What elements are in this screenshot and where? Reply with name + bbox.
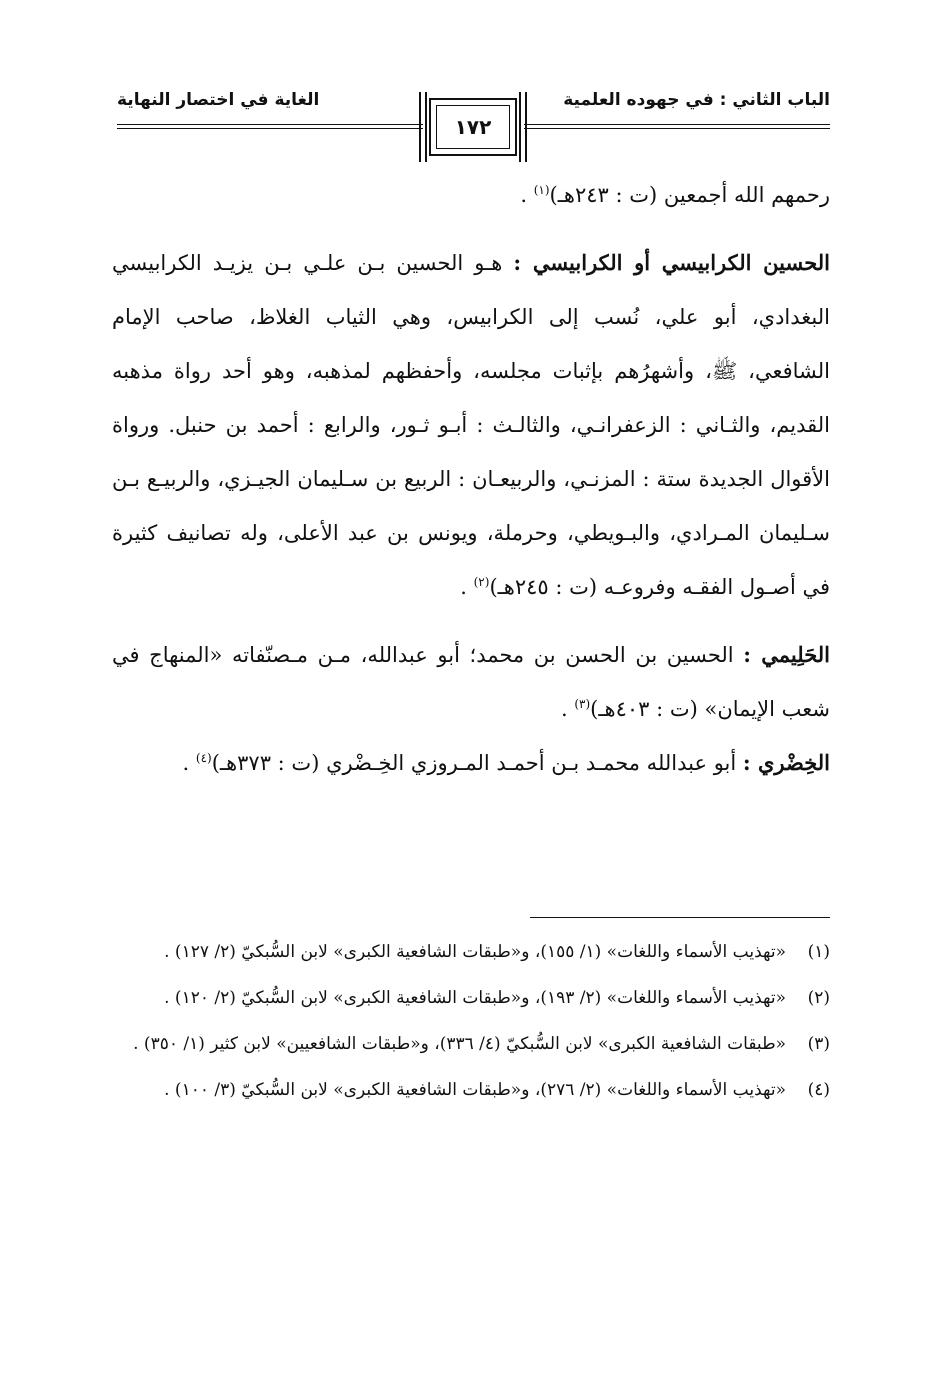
footnote-text: «تهذيب الأسماء واللغات» (١/ ١٥٥)، و«طبقات الشافعية الكبرى» لابن السُّبكيّ (٢/ ١٢٧) .: [164, 942, 786, 962]
entry-end-halimi: .: [560, 697, 575, 721]
footnote-item: [112, 978, 830, 1018]
page-number: ١٧٢: [436, 105, 510, 149]
footnote-item: [112, 932, 830, 972]
header-rule-right: [524, 124, 830, 129]
paragraph-0: [112, 168, 830, 222]
footnote-text: «تهذيب الأسماء واللغات» (٢/ ٢٧٦)، و«طبقات الشافعية الكبرى» لابن السُّبكيّ (٣/ ١٠٠) .: [164, 1080, 786, 1100]
footnote-text: «طبقات الشافعية الكبرى» لابن السُّبكيّ (٤/ ٣٣٦)، و«طبقات الشافعيين» لابن كثير (١/ ٣٥٠) .: [133, 1034, 786, 1054]
entry-name-halimi: الحَلِيمي :: [743, 642, 830, 667]
footnotes: [112, 932, 830, 1116]
entry-text-karabisi: هـو الحسين بـن علـي بـن يزيـد الكرابيسي البغدادي، أبو علي، نُسب إلى الكرابيس، وهي الثياب الغلاظ، صاحب الإمام الشافعي، ﷺ، وأشهرُهم بإثبات مجلسه، وأحفظهم لمذهبه، وهو أحد رواة مذهبه القديم، والثـاني : الزعفرانـي، والثالـث : أبـو ثـور، والرابع : أحمد بن حنبل. ورواة الأقوال الجديدة ستة : المزنـي، والربيعـان : الربيع بن سـليمان الجيـزي، والربيـع بـن سـليمان المـرادي، والبـويطي، وحرملة، ويونس بن عبد الأعلى، وله تصانيف كثيرة في أصـول الفقـه وفروعـه (ت : ٢٤٥هـ): [112, 251, 830, 599]
paragraph-karabisi: [112, 236, 830, 614]
paragraph-0-end: .: [520, 183, 534, 207]
running-header: [117, 88, 830, 160]
header-rule-left: [117, 124, 423, 129]
entry-end-karabisi: .: [460, 575, 474, 599]
footnote-number: (٣): [807, 1034, 830, 1054]
entry-text-halimi: الحسين بن الحسن بن محمد؛ أبو عبدالله، مـن مـصنّفاته «المنهاج في شعب الإيمان» (ت : ٤٠٣هـ): [112, 643, 830, 721]
paragraph-khidri: [112, 736, 830, 790]
footnote-ref-3[interactable]: (٣): [574, 697, 591, 711]
footnote-item: [112, 1070, 830, 1110]
footnote-number: (٤): [807, 1080, 830, 1100]
footnote-ref-1[interactable]: (١): [533, 183, 550, 197]
main-text: [112, 168, 830, 790]
entry-text-khidri: أبو عبدالله محمـد بـن أحمـد المـروزي الخِـضْري (ت : ٣٧٣هـ): [211, 751, 743, 775]
page-number-frame: [429, 98, 517, 156]
chapter-title: الباب الثاني : في جهوده العلمية: [563, 90, 830, 110]
entry-name-khidri: الخِضْري :: [742, 750, 830, 775]
paragraph-0-text: رحمهم الله أجمعين (ت : ٢٤٣هـ): [549, 183, 830, 207]
book-title: الغاية في اختصار النهاية: [117, 90, 320, 110]
paragraph-halimi: [112, 628, 830, 736]
entry-end-khidri: .: [182, 751, 196, 775]
entry-name-karabisi: الحسين الكرابيسي أو الكرابيسي :: [513, 250, 830, 275]
footnote-ref-2[interactable]: (٢): [473, 575, 490, 589]
footnote-number: (٢): [807, 988, 830, 1008]
footnote-item: [112, 1024, 830, 1064]
footnote-text: «تهذيب الأسماء واللغات» (٢/ ١٩٣)، و«طبقات الشافعية الكبرى» لابن السُّبكيّ (٢/ ١٢٠) .: [164, 988, 786, 1008]
footnote-separator: [530, 917, 830, 918]
footnote-ref-4[interactable]: (٤): [195, 751, 212, 765]
footnote-number: (١): [807, 942, 830, 962]
